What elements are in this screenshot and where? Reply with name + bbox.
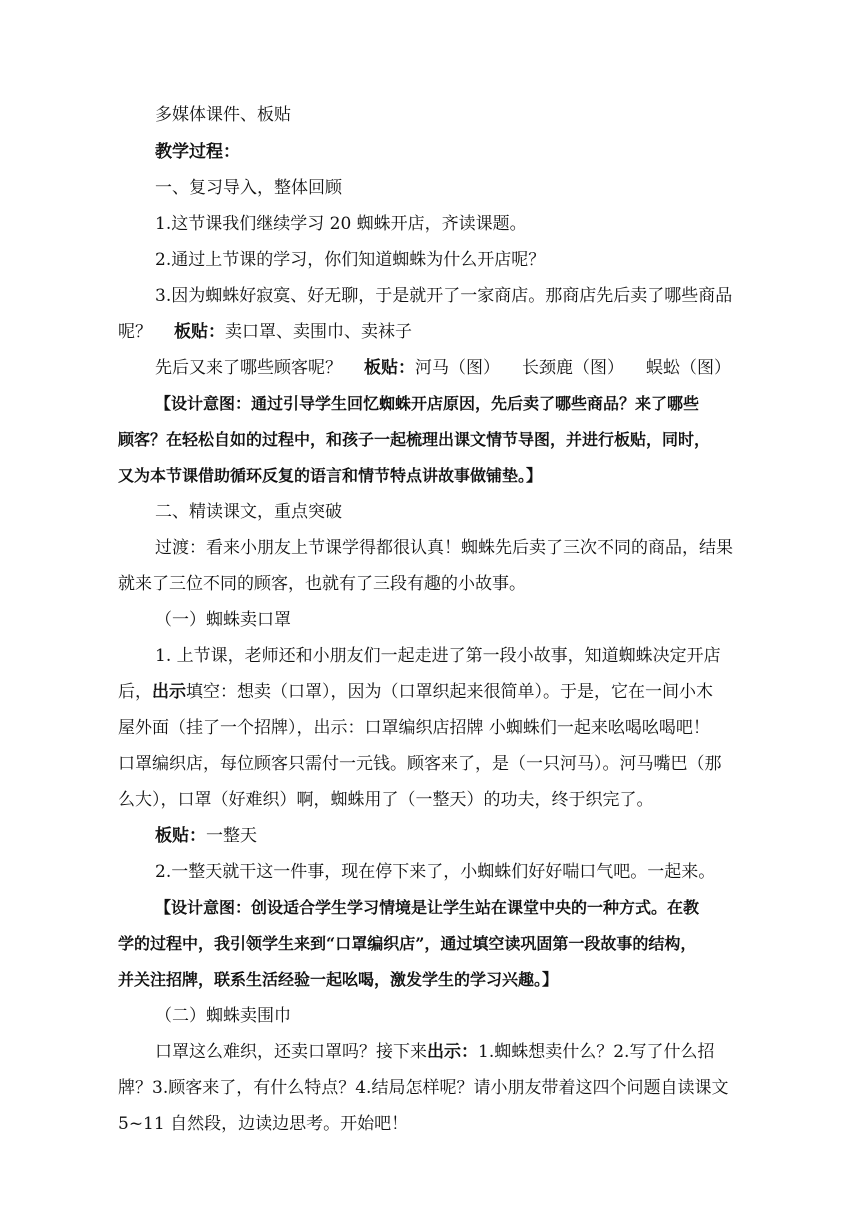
paragraph-line: 过渡：看来小朋友上节课学得都很认真！蜘蛛先后卖了三次不同的商品，结果 [155, 538, 733, 558]
board-label: 板贴： [364, 358, 415, 378]
show-label: 出示： [427, 1042, 478, 1062]
design-intent-line: 【设计意图：通过引导学生回忆蜘蛛开店原因，先后卖了哪些商品？来了哪些 [155, 394, 700, 413]
text-fragment: 呢？ [118, 322, 152, 342]
text-fragment: 口罩这么难织，还卖口罩吗？接下来 [155, 1042, 427, 1062]
text-fragment: 后， [118, 682, 152, 702]
text-fragment: 河马（图） [415, 358, 500, 378]
show-label: 出示 [152, 682, 186, 702]
paragraph-line [155, 825, 257, 847]
paragraph-line [118, 321, 412, 343]
paragraph-line: 就来了三位不同的顾客，也就有了三段有趣的小故事。 [118, 574, 526, 594]
paragraph-line: 么大），口罩（好难织）啊，蜘蛛用了（一整天）的功夫，终于织完了。 [118, 790, 654, 810]
paragraph-line: 2.一整天就干这一件事，现在停下来了，小蜘蛛们好好喘口气吧。一起来。 [155, 862, 716, 882]
text-fragment: 蜈蚣（图） [646, 358, 731, 378]
text-fragment: 1.蜘蛛想卖什么？2.写了什么招 [478, 1042, 715, 1062]
design-intent-line: 并关注招牌，联系生活经验一起吆喝，激发学生的学习兴趣。】 [118, 970, 559, 989]
paragraph-line [155, 1041, 714, 1063]
board-label: 板贴： [155, 826, 206, 846]
paragraph-line [118, 681, 713, 703]
paragraph-line [155, 357, 731, 379]
paragraph-line: 3.因为蜘蛛好寂寞、好无聊，于是就开了一家商店。那商店先后卖了哪些商品 [155, 286, 733, 306]
design-intent-line: 顾客？在轻松自如的过程中，和孩子一起梳理出课文情节导图，并进行板贴，同时， [118, 430, 711, 449]
paragraph-line: 屋外面（挂了一个招牌），出示：口罩编织店招牌 小蜘蛛们一起来吆喝吆喝吧！ [118, 718, 710, 738]
paragraph-line: 5~11 自然段，边读边思考。开始吧！ [118, 1114, 409, 1134]
text-fragment: 一整天 [206, 826, 257, 846]
section-heading-reading: 二、精读课文，重点突破 [155, 502, 342, 522]
design-intent-line: 又为本节课借助循环反复的语言和情节特点讲故事做铺垫。】 [118, 466, 543, 485]
section-heading-process: 教学过程： [155, 142, 240, 162]
paragraph-line: 牌？3.顾客来了，有什么特点？4.结局怎样呢？请小朋友带着这四个问题自读课文 [118, 1078, 729, 1098]
paragraph-line: 1. 上节课，老师还和小朋友们一起走进了第一段小故事，知道蜘蛛决定开店 [155, 646, 721, 666]
paragraph-line: 口罩编织店，每位顾客只需付一元钱。顾客来了，是（一只河马）。河马嘴巴（那 [118, 754, 722, 774]
paragraph-line: 2.通过上节课的学习，你们知道蜘蛛为什么开店呢？ [155, 250, 546, 270]
board-label: 板贴： [174, 322, 225, 342]
paragraph-line: 1.这节课我们继续学习 20 蜘蛛开店，齐读课题。 [155, 214, 527, 234]
design-intent-line: 【设计意图：创设适合学生学习情境是让学生站在课堂中央的一种方式。在教 [155, 898, 700, 917]
subsection-heading: （一）蜘蛛卖口罩 [155, 610, 291, 630]
text-fragment: 卖口罩、卖围巾、卖袜子 [225, 322, 412, 342]
text-fragment: 长颈鹿（图） [522, 358, 624, 378]
text-fragment: 填空：想卖（口罩），因为（口罩织起来很简单）。于是，它在一间小木 [186, 682, 713, 702]
section-heading-review: 一、复习导入，整体回顾 [155, 178, 342, 198]
subsection-heading: （二）蜘蛛卖围巾 [155, 1006, 291, 1026]
design-intent-line: 学的过程中，我引领学生来到“口罩编织店”，通过填空读巩固第一段故事的结构， [118, 934, 697, 953]
text-fragment: 先后又来了哪些顾客呢？ [155, 358, 342, 378]
materials-line: 多媒体课件、板贴 [155, 105, 291, 125]
